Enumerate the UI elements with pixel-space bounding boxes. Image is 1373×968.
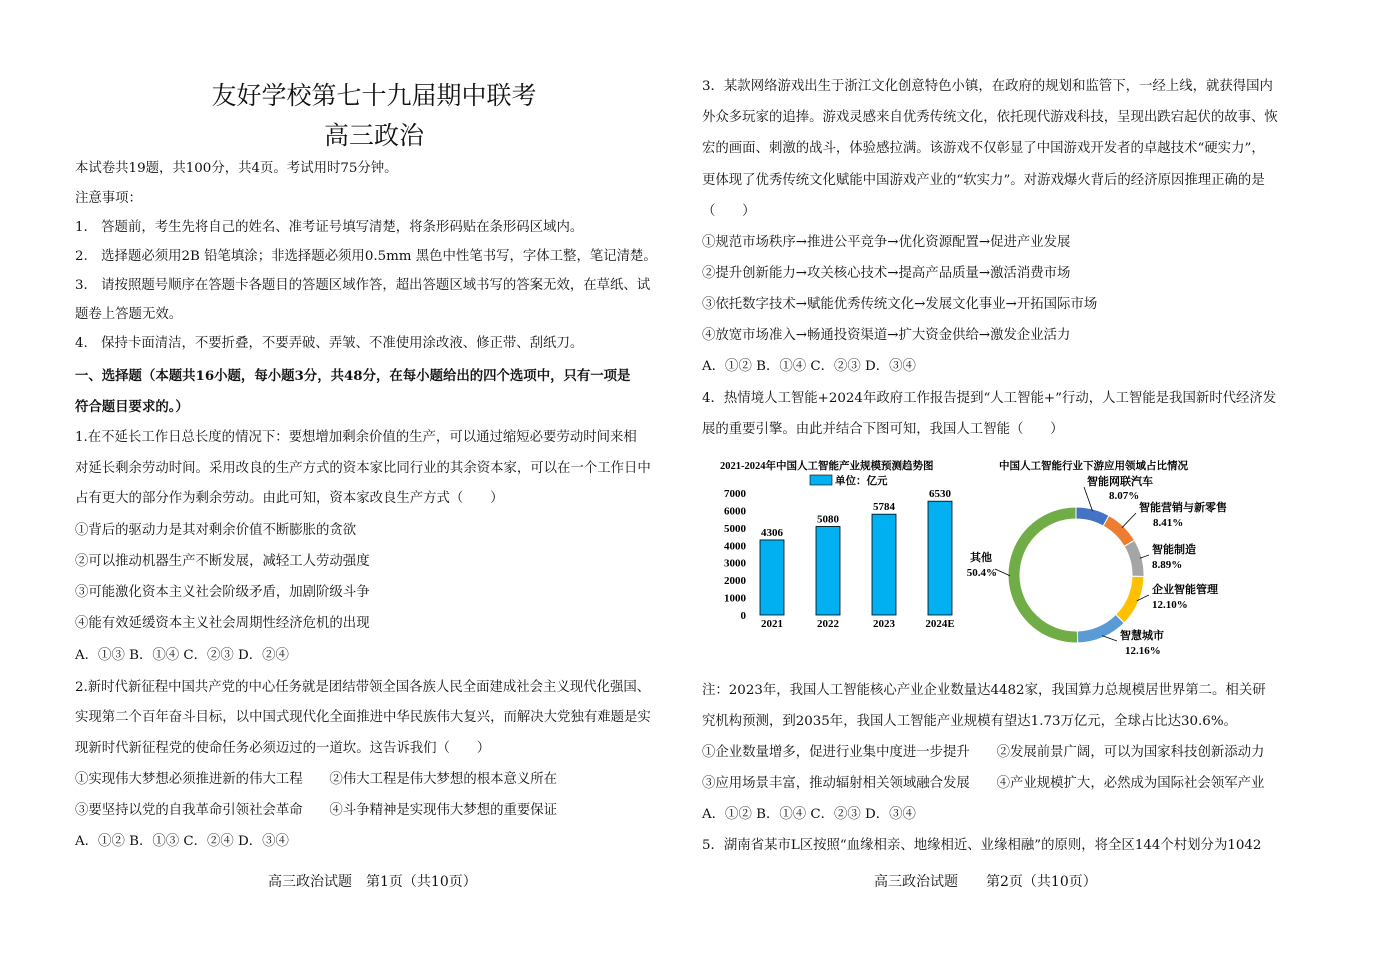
- slice-name-label: 智能制造: [1152, 544, 1196, 556]
- pie-slice: [1124, 540, 1144, 576]
- notice-4: 4. 保持卡面清洁，不要折叠，不要弄破、弄皱、不准使用涂改液、修正带、刮纸刀。: [75, 336, 584, 351]
- section-heading: 一、选择题（本题共16小题，每小题3分，共48分，在每小题给出的四个选项中，只有一项是: [75, 368, 631, 384]
- q3-line: 更体现了优秀传统文化赋能中国游戏产业的“软实力”。对游戏爆火背后的经济原因推理正确的是: [702, 173, 1265, 188]
- q5-line: 5．湖南省某市L区按照“血缘相亲、地缘相近、业缘相融”的原则，将全区144个村划分为1042: [702, 838, 1262, 853]
- bar: [928, 501, 952, 615]
- slice-name-label: 企业智能管理: [1152, 584, 1218, 596]
- bar: [872, 514, 896, 615]
- q3-line: 3．某款网络游戏出生于浙江文化创意特色小镇，在政府的规划和监管下，一经上线，就获得国内: [702, 79, 1273, 94]
- q1-line: 对延长剩余劳动时间。采用改良的生产方式的资本家比同行业的其余资本家，可以在一个工作日中: [75, 461, 651, 476]
- q4-answers: A．①② B．①④ C．②③ D．③④: [702, 807, 916, 822]
- bar-chart: [716, 455, 986, 640]
- slice-value-label: 12.16%: [1125, 645, 1161, 657]
- y-tick-label: 5000: [724, 522, 746, 535]
- section-heading-2: 符合题目要求的。）: [75, 399, 189, 415]
- q2-option: ③要坚持以党的自我革命引领社会革命 ④斗争精神是实现伟大梦想的重要保证: [75, 803, 558, 818]
- note-line: 究机构预测，到2035年，我国人工智能产业规模有望达1.73万亿元，全球占比达30.6%。: [702, 714, 1237, 729]
- notice-3: 3. 请按照题号顺序在答题卡各题目的答题区域作答，超出答题区域书写的答案无效，在草纸、试: [75, 278, 651, 293]
- bar: [760, 540, 784, 615]
- q3-line: 宏的画面、刺激的战斗，体验感拉满。该游戏不仅彰显了中国游戏开发者的卓越技术“硬实力”，: [702, 141, 1265, 156]
- notice-2: 2. 选择题必须用2B 铅笔填涂；非选择题必须用0.5mm 黑色中性笔书写，字体工整，笔记清楚。: [75, 249, 657, 264]
- slice-name-label: 其他: [970, 552, 992, 564]
- bar-chart-title: 2021-2024年中国人工智能产业规模预测趋势图: [720, 461, 934, 472]
- donut-chart: [955, 455, 1255, 660]
- slice-value-label: 8.41%: [1153, 517, 1184, 529]
- intro-text: 本试卷共19题，共100分，共4页。考试用时75分钟。: [75, 161, 398, 176]
- q3-option: ①规范市场秩序→推进公平竞争→优化资源配置→促进产业发展: [702, 235, 1071, 250]
- y-tick-label: 0: [740, 610, 746, 622]
- y-tick-label: 6000: [724, 505, 746, 518]
- pie-chart-title: 中国人工智能行业下游应用领域占比情况: [999, 461, 1188, 472]
- q1-option: ④能有效延缓资本主义社会周期性经济危机的出现: [75, 616, 370, 631]
- x-tick-label: 2024E: [925, 618, 955, 630]
- q4-option: ①企业数量增多，促进行业集中度进一步提升 ②发展前景广阔，可以为国家科技创新添动力: [702, 745, 1265, 760]
- q1-option: ①背后的驱动力是其对剩余价值不断膨胀的贪欲: [75, 523, 357, 538]
- bar-value-label: 4306: [761, 526, 783, 539]
- x-tick-label: 2022: [817, 618, 839, 630]
- y-tick-label: 3000: [724, 557, 746, 570]
- q1-answers: A．①③ B．①④ C．②③ D．②④: [75, 648, 289, 663]
- page1-footer: 高三政治试题 第1页（共10页）: [268, 874, 477, 890]
- q3-line: 外众多玩家的追捧。游戏灵感来自优秀传统文化，依托现代游戏科技，呈现出跌宕起伏的故事、恢: [702, 110, 1278, 125]
- leader-line: [1102, 636, 1117, 641]
- q3-line: （ ）: [702, 204, 756, 219]
- q3-answers: A．①② B．①④ C．②③ D．③④: [702, 359, 916, 374]
- slice-value-label: 8.07%: [1109, 490, 1140, 502]
- q1-option: ②可以推动机器生产不断发展，减轻工人劳动强度: [75, 554, 370, 569]
- leader-line: [1122, 513, 1136, 528]
- q2-line: 实现第二个百年奋斗目标，以中国式现代化全面推进中华民族伟大复兴，而解决大党独有难题是实: [75, 710, 651, 725]
- y-tick-label: 2000: [724, 575, 746, 588]
- page1-subject: 高三政治: [323, 121, 424, 150]
- notice-3b: 题卷上答题无效。: [75, 307, 183, 322]
- slice-name-label: 智能营销与新零售: [1139, 502, 1227, 514]
- legend-swatch: [810, 475, 832, 485]
- q2-option: ①实现伟大梦想必须推进新的伟大工程 ②伟大工程是伟大梦想的根本意义所在: [75, 772, 558, 787]
- pie-slice: [1103, 516, 1134, 547]
- x-tick-label: 2023: [873, 618, 895, 630]
- notice-1: 1. 答题前，考生先将自己的姓名、准考证号填写清楚，将条形码贴在条形码区域内。: [75, 220, 584, 235]
- bar-value-label: 6530: [929, 488, 951, 501]
- slice-value-label: 50.4%: [966, 567, 997, 579]
- page1-title: 友好学校第七十九届期中联考: [211, 81, 537, 110]
- q4-line: 展的重要引擎。由此并结合下图可知，我国人工智能（ ）: [702, 422, 1064, 437]
- q3-option: ③依托数字技术→赋能优秀传统文化→发展文化事业→开拓国际市场: [702, 297, 1098, 312]
- q1-line: 占有更大的部分作为剩余劳动。由此可知，资本家改良生产方式（ ）: [75, 491, 504, 506]
- y-tick-label: 1000: [724, 592, 746, 605]
- pie-slice: [1077, 614, 1124, 642]
- pie-slice: [1008, 507, 1078, 643]
- slice-value-label: 12.10%: [1152, 599, 1188, 611]
- x-tick-label: 2021: [761, 618, 783, 630]
- note-line: 注：2023年，我国人工智能核心产业企业数量达4482家，我国算力总规模居世界第二。相关研: [702, 683, 1266, 698]
- notice-label: 注意事项：: [75, 191, 142, 206]
- q2-line: 2.新时代新征程中国共产党的中心任务就是团结带领全国各族人民全面建成社会主义现代化强国、: [75, 680, 651, 695]
- q1-option: ③可能激化资本主义社会阶级矛盾，加剧阶级斗争: [75, 585, 370, 600]
- y-tick-label: 7000: [724, 488, 746, 500]
- bar-value-label: 5784: [873, 501, 895, 514]
- bar: [816, 526, 840, 615]
- y-tick-label: 4000: [724, 540, 746, 553]
- slice-value-label: 8.89%: [1152, 559, 1183, 571]
- q3-option: ②提升创新能力→攻关核心技术→提高产品质量→激活消费市场: [702, 266, 1071, 281]
- q3-option: ④放宽市场准入→畅通投资渠道→扩大资金供给→激发企业活力: [702, 328, 1071, 343]
- bar-chart-legend: 单位：亿元: [835, 476, 888, 487]
- slice-name-label: 智慧城市: [1120, 630, 1164, 642]
- q1-line: 1.在不延长工作日总长度的情况下：要想增加剩余价值的生产，可以通过缩短必要劳动时间来相: [75, 430, 637, 445]
- bar-value-label: 5080: [817, 513, 839, 526]
- q4-line: 4．热情境人工智能+2024年政府工作报告提到“人工智能+”行动，人工智能是我国新时代经济发: [702, 391, 1277, 406]
- slice-name-label: 智能网联汽车: [1087, 476, 1153, 488]
- q2-answers: A．①② B．①③ C．②④ D．③④: [75, 834, 289, 849]
- page2-footer: 高三政治试题 第2页（共10页）: [874, 874, 1097, 890]
- q2-line: 现新时代新征程党的使命任务必须迈过的一道坎。这告诉我们（ ）: [75, 741, 491, 756]
- q4-option: ③应用场景丰富，推动辐射相关领域融合发展 ④产业规模扩大，必然成为国际社会领军产业: [702, 776, 1265, 791]
